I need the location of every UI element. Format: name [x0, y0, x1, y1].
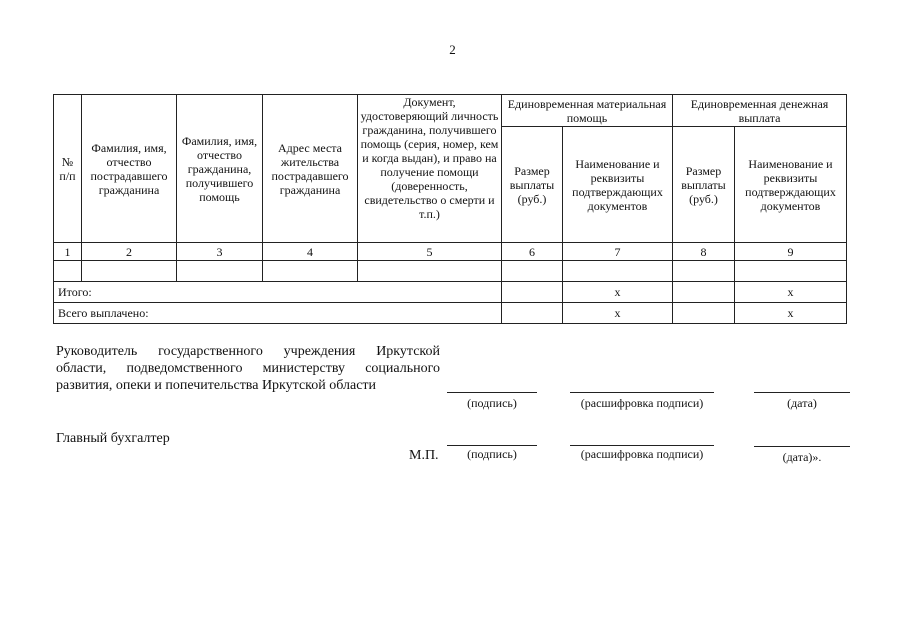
empty-cell	[735, 261, 847, 282]
column-number: 9	[735, 243, 847, 261]
decoding-caption: (расшифровка подписи)	[580, 396, 704, 410]
column-number: 8	[673, 243, 735, 261]
header-cash-payment: Единовременная денежная выплата	[673, 95, 847, 127]
signature-caption: (подпись)	[467, 396, 517, 410]
chief-accountant-label: Главный бухгалтер	[56, 431, 170, 446]
column-number: 3	[177, 243, 263, 261]
paid-cross-cash: х	[735, 303, 847, 324]
page-number: 2	[449, 42, 456, 57]
stamp-label: М.П.	[409, 448, 439, 463]
decoding-line	[570, 392, 714, 393]
column-number: 4	[263, 243, 358, 261]
column-number: 7	[563, 243, 673, 261]
paid-label: Всего выплачено:	[54, 303, 502, 324]
empty-cell	[563, 261, 673, 282]
signature-caption: (подпись)	[467, 447, 517, 461]
decoding-caption: (расшифровка подписи)	[580, 447, 704, 461]
total-cross-cash: х	[735, 282, 847, 303]
empty-cell	[673, 303, 735, 324]
signature-line	[447, 445, 537, 446]
empty-cell	[54, 261, 82, 282]
header-amount-material: Размер выплаты (руб.)	[502, 127, 563, 243]
date-caption: (дата)	[787, 396, 817, 410]
empty-data-row	[54, 261, 847, 282]
header-amount-cash: Размер выплаты (руб.)	[673, 127, 735, 243]
date-line	[754, 446, 850, 447]
date-caption-final: (дата)».	[782, 450, 822, 464]
empty-cell	[673, 261, 735, 282]
header-docs-material: Наименование и реквизиты подтверждающих документов	[563, 127, 673, 243]
payments-table	[53, 94, 847, 324]
header-num: № п/п	[54, 95, 82, 243]
header-document: Документ, удостоверяющий личность гражданина, получившего помощь (серия, номер, кем и когда выдан), и право на получение помощи (доверенность, свидетельство о смерти и т.п.)	[358, 95, 502, 243]
empty-cell	[502, 303, 563, 324]
column-number: 1	[54, 243, 82, 261]
header-address: Адрес места жительства пострадавшего гражданина	[263, 95, 358, 243]
empty-cell	[673, 282, 735, 303]
empty-cell	[502, 282, 563, 303]
column-number: 2	[82, 243, 177, 261]
column-number: 6	[502, 243, 563, 261]
empty-cell	[358, 261, 502, 282]
header-victim-name: Фамилия, имя, отчество пострадавшего гражданина	[82, 95, 177, 243]
total-label: Итого:	[54, 282, 502, 303]
empty-cell	[263, 261, 358, 282]
empty-cell	[177, 261, 263, 282]
empty-cell	[82, 261, 177, 282]
empty-cell	[502, 261, 563, 282]
header-material-aid: Единовременная материальная помощь	[502, 95, 673, 127]
date-line	[754, 392, 850, 393]
signature-line	[447, 392, 537, 393]
header-recipient-name: Фамилия, имя, отчество гражданина, получившего помощь	[177, 95, 263, 243]
paid-cross-material: х	[563, 303, 673, 324]
decoding-line	[570, 445, 714, 446]
total-cross-material: х	[563, 282, 673, 303]
column-number: 5	[358, 243, 502, 261]
header-docs-cash: Наименование и реквизиты подтверждающих документов	[735, 127, 847, 243]
head-position-text: Руководитель государственного учреждения Иркутской области, подведомственного министерству социального развития, опеки и попечительства Иркутской области	[56, 344, 440, 393]
